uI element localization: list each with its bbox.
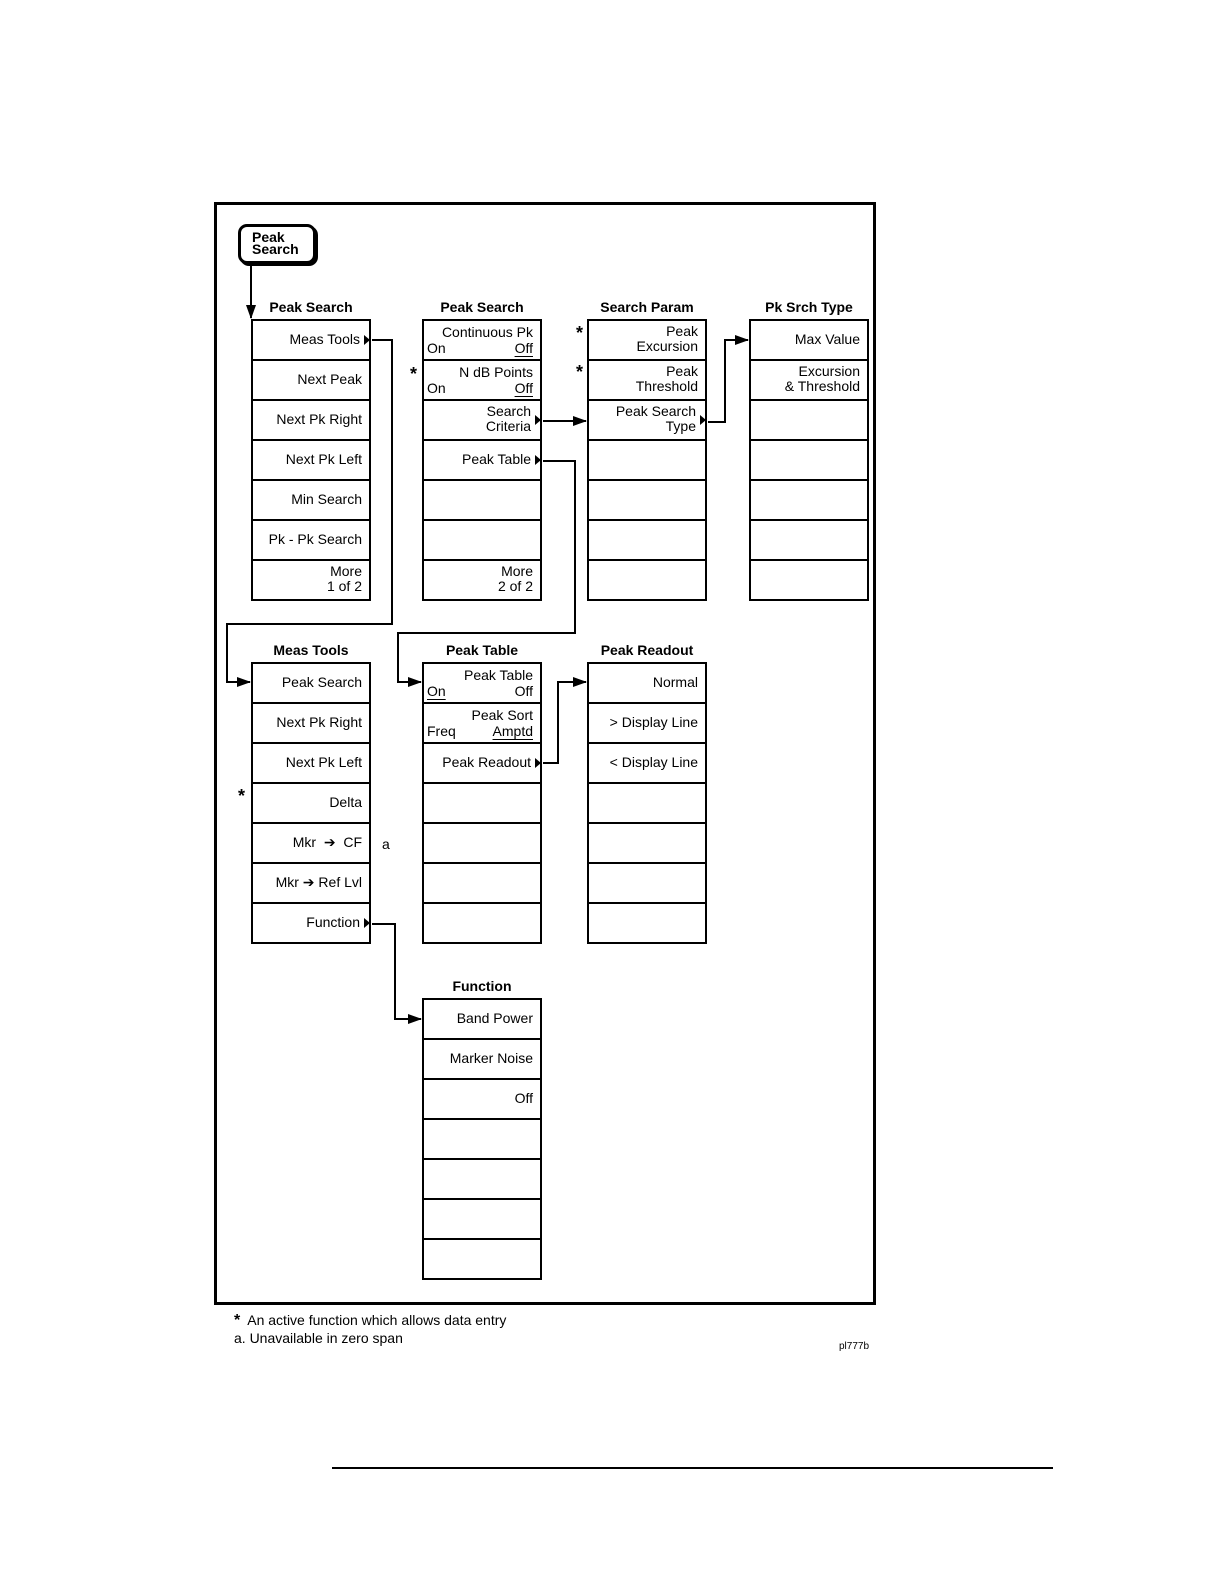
label-line2: & Threshold [784,378,860,394]
label-line2: Threshold [635,378,698,394]
softkey-label: Next Pk Left [285,451,362,467]
connector-peak-search-type [708,340,748,422]
menu-title: Function [452,978,512,994]
active-function-star: * [576,323,584,343]
more-line2: 1 of 2 [326,578,362,594]
label-line2: Type [665,418,696,434]
menu-title: Peak Search [440,299,524,315]
softkey-label: Peak Readout [442,754,531,770]
label-line1: Peak Search [615,403,696,419]
softkey-label: Peak Table [463,667,533,683]
softkey-label: Off [514,1090,533,1106]
toggle-on-selected: On [427,683,446,699]
label-suffix: Ref Lvl [318,874,362,890]
footnote-a-mark: a [382,836,390,852]
hardkey-line2: Search [252,241,299,257]
connector-peak-readout [543,682,586,763]
menu-title: Pk Srch Type [765,299,853,315]
toggle-off-selected: Off [514,380,533,396]
sort-amptd-selected: Amptd [492,723,533,739]
legend-star: * [234,1312,241,1329]
softkey-label: Marker Noise [449,1050,533,1066]
label-line1: Excursion [798,363,860,379]
menu-title: Peak Readout [600,642,694,658]
toggle-off-selected: Off [514,340,533,356]
softkey-label: Band Power [456,1010,533,1026]
legend-star-note [234,1312,506,1330]
hardkey-line1: Peak [252,229,285,245]
active-function-star: * [576,362,584,382]
sort-freq: Freq [427,723,456,739]
label-line2: Excursion [636,338,698,354]
active-function-star: * [238,786,246,806]
right-arrow-icon: ➔ [302,874,315,890]
softkey-label: Meas Tools [289,331,360,347]
label-suffix: CF [343,834,362,850]
toggle-off: Off [514,683,533,699]
label-prefix: Mkr [292,834,317,850]
figure-id: pl777b [839,1341,870,1352]
softkey-label: Delta [329,794,362,810]
connector-meas-tools [227,340,392,682]
more-line1: More [330,563,362,579]
menu-title: Search Param [600,299,694,315]
legend-a-note: a. Unavailable in zero span [234,1330,403,1346]
more-line1: More [501,563,533,579]
softkey-label: Min Search [291,491,362,507]
softkey-label: Next Pk Right [276,411,362,427]
label-line1: Peak [666,363,698,379]
toggle-on: On [427,380,446,396]
label-line1: Search [486,403,531,419]
label-line2: Criteria [485,418,531,434]
softkey-label: Normal [652,674,698,690]
toggle-on: On [427,340,446,356]
more-line2: 2 of 2 [497,578,533,594]
menu-title: Peak Search [269,299,353,315]
connector-function [372,924,421,1019]
softkey-label: Max Value [794,331,860,347]
softkey-label: < Display Line [609,754,698,770]
label-prefix: Mkr [275,874,299,890]
connector-peak-table [398,461,575,682]
menu-title: Peak Table [445,642,519,658]
label-line1: Peak [666,323,698,339]
softkey-label: Peak Search [281,674,362,690]
softkey-label: N dB Points [459,364,533,380]
softkey-label: Pk - Pk Search [268,531,362,547]
softkey-label: Peak Sort [471,707,533,723]
softkey-label: > Display Line [609,714,698,730]
softkey-label: Function [306,914,360,930]
right-arrow-icon: ➔ [323,834,336,850]
legend-star-text: An active function which allows data entry [247,1312,507,1328]
softkey-label: Next Pk Left [285,754,362,770]
menu-title: Meas Tools [273,642,349,658]
softkey-label: Next Pk Right [276,714,362,730]
softkey-label: Next Peak [297,371,362,387]
softkey-label: Peak Table [461,451,531,467]
active-function-star: * [410,364,418,384]
softkey-label: Continuous Pk [441,324,533,340]
